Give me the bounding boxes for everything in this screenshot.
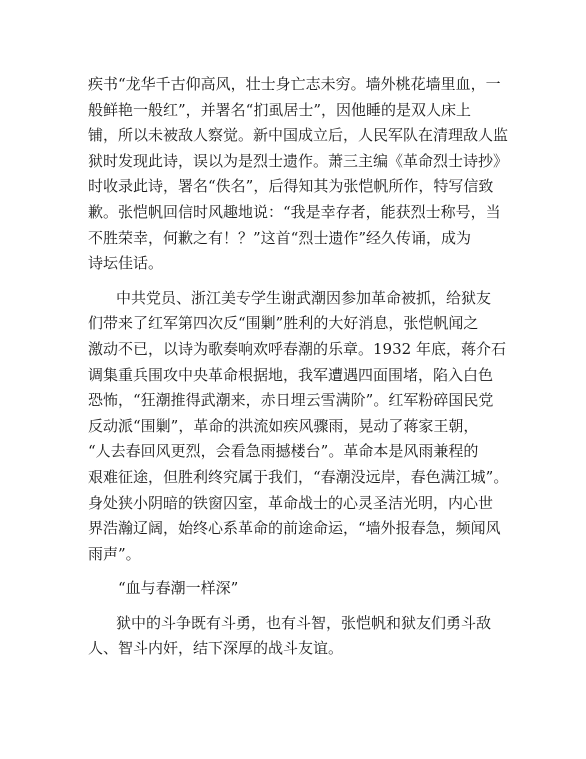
text-line: 疾书“龙华千古仰高风，壮士身亡志未穷。墙外桃花墙里血，一: [88, 75, 501, 93]
paragraph-2: [88, 286, 508, 568]
text-line: 反动派“围剿”，革命的洪流如疾风骤雨，晃动了蒋家王朝，: [88, 416, 479, 435]
text-line: 歉。张恺帆回信时风趣地说：“我是幸存者，能获烈士称号，当: [88, 202, 501, 221]
paragraph-spacer: [88, 277, 508, 286]
paragraph-spacer: [88, 567, 508, 576]
text-line: “人去春回风更烈，会看急雨撼楼台”。革命本是风雨兼程的: [88, 442, 479, 461]
paragraph-spacer: [88, 602, 508, 611]
section-heading: “血与春潮一样深”: [118, 579, 239, 598]
text-line: 狱中的斗争既有斗勇，也有斗智，张恺帆和狱友们勇斗敌: [116, 613, 492, 632]
text-line: 人、智斗内奸，结下深厚的战斗友谊。: [88, 639, 344, 658]
text-line: 时收录此诗，署名“佚名”，后得知其为张恺帆所作，特写信致: [88, 177, 494, 196]
text-line: 激动不已，以诗为歌奏响欢呼春潮的乐章。1932 年底，蒋介石: [88, 339, 506, 358]
paragraph-1: [88, 72, 508, 277]
text-line: 狱时发现此诗，误以为是烈士遗作。萧三主编《革命烈士诗抄》: [88, 151, 509, 170]
text-line: 调集重兵围攻中央革命根据地，我军遭遇四面围堵，陷入白色: [88, 365, 494, 384]
text-line: 身处狭小阴暗的铁窗囚室，革命战士的心灵圣洁光明，内心世: [88, 493, 494, 512]
text-line: 恐怖，“狂潮推得武潮来，赤日埋云雪满阶”。红军粉碎国民党: [88, 391, 494, 410]
text-line: 雨声”。: [88, 544, 141, 563]
text-line: 中共党员、浙江美专学生谢武潮因参加革命被抓，给狱友: [116, 288, 492, 307]
text-line: 般鲜艳一般红”，并署名“扪虱居士”，因他睡的是双人床上: [88, 100, 472, 119]
text-line: 铺，所以未被敌人察觉。新中国成立后，人民军队在清理敌人监: [88, 126, 509, 145]
paragraph-3: [88, 611, 508, 662]
text-line: 界浩瀚辽阔，始终心系革命的前途命运，“墙外报春急，频闻风: [88, 519, 501, 538]
document-body: [88, 72, 508, 662]
text-line: 们带来了红军第四次反“围剿”胜利的大好消息，张恺帆闻之: [88, 314, 479, 333]
text-line: 艰难征途，但胜利终究属于我们，“春潮没远岸，春色满江城”。: [88, 467, 509, 486]
text-line: 不胜荣幸，何歉之有！？”这首“烈士遗作”经久传诵，成为: [88, 228, 472, 247]
text-line: 诗坛佳话。: [88, 254, 164, 273]
